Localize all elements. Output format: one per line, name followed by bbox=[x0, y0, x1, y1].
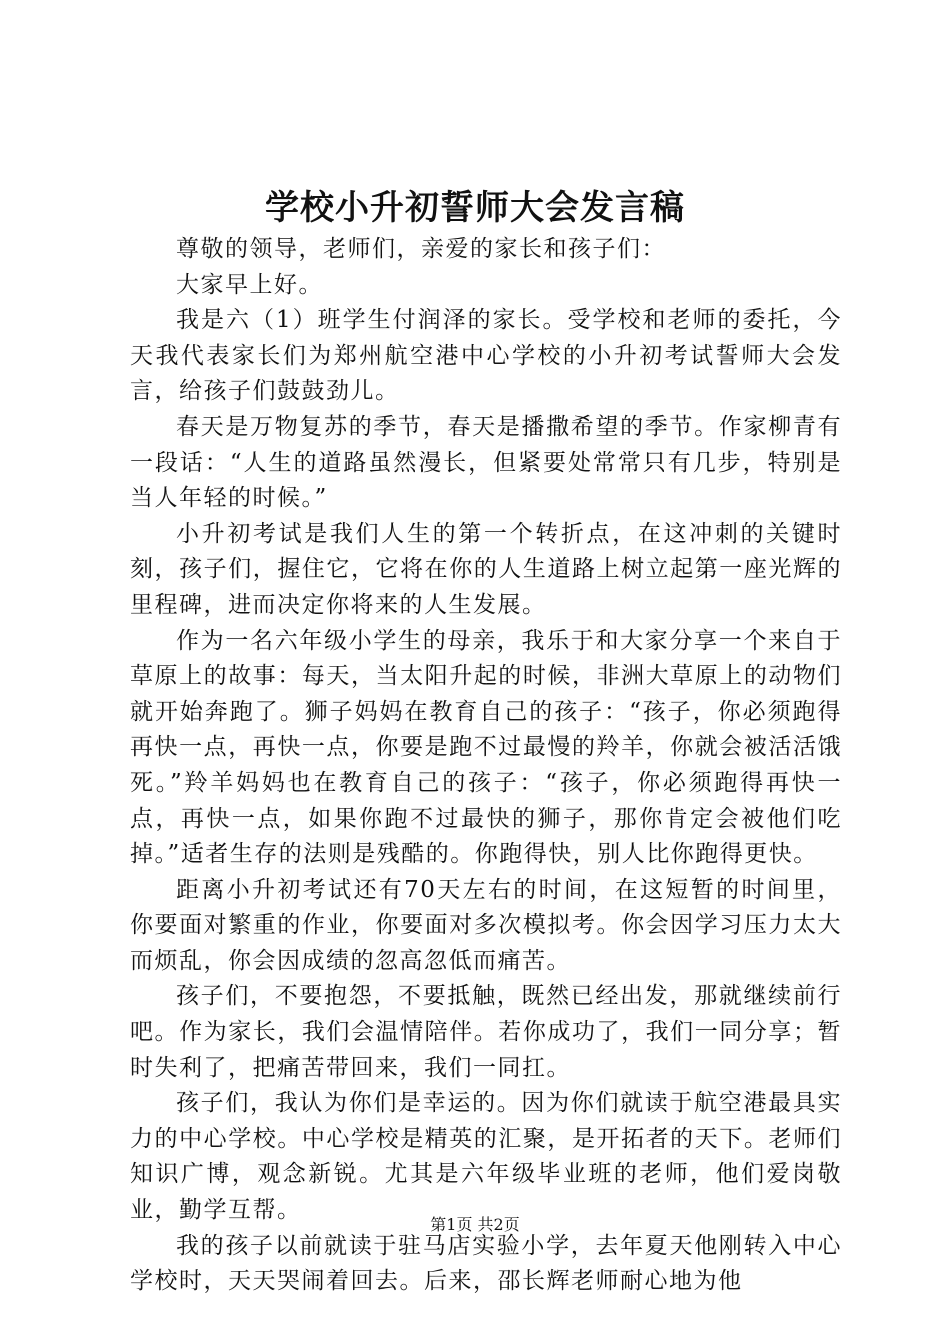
paragraph-greeting: 大家早上好。 bbox=[176, 271, 323, 298]
paragraph-spring-quote: 春天是万物复苏的季节，春天是播撒希望的季节。作家柳青有一段话：“人生的道路虽然漫长，但紧要处常常只有几步，特别是当人年轻的时候。” bbox=[130, 413, 842, 512]
page-footer: 第1页 共2页 bbox=[430, 1215, 520, 1234]
paragraph-introduction: 我是六（1）班学生付润泽的家长。受学校和老师的委托，今天我代表家长们为郑州航空港中心学校的小升初考试誓师大会发言，给孩子们鼓鼓劲儿。 bbox=[130, 307, 842, 405]
document-title: 学校小升初誓师大会发言稿 bbox=[265, 188, 685, 228]
paragraph-school-praise: 孩子们，我认为你们是幸运的。因为你们就读于航空港最具实力的中心学校。中心学校是精英的汇聚，是开拓者的天下。老师们知识广博，观念新锐。尤其是六年级毕业班的老师，他们爱岗敬业，勤学互帮。 bbox=[130, 1090, 842, 1224]
paragraph-grassland-story: 作为一名六年级小学生的母亲，我乐于和大家分享一个来自于草原上的故事：每天，当太阳升起的时候，非洲大草原上的动物们就开始奔跑了。狮子妈妈在教育自己的孩子：“孩子，你必须跑得再快一点，再快一点，你要是跑不过最慢的羚羊，你就会被活活饿死。”羚羊妈妈也在教育自己的孩子：“孩子，你必须跑得再快一点，再快一点，如果你跑不过最快的狮子，那你肯定会被他们吃掉。”适者生存的法则是残酷的。你跑得快，别人比你跑得更快。 bbox=[130, 627, 842, 868]
document-body bbox=[130, 232, 842, 1300]
paragraph-countdown: 距离小升初考试还有70天左右的时间，在这短暂的时间里，你要面对繁重的作业，你要面对多次模拟考。你会因学习压力太大而烦乱，你会因成绩的忽高忽低而痛苦。 bbox=[130, 876, 842, 974]
paragraph-personal-story: 我的孩子以前就读于驻马店实验小学，去年夏天他刚转入中心学校时，天天哭闹着回去。后来，邵长辉老师耐心地为他 bbox=[130, 1232, 842, 1295]
paragraph-turning-point: 小升初考试是我们人生的第一个转折点，在这冲刺的关键时刻，孩子们，握住它，它将在你的人生道路上树立起第一座光辉的里程碑，进而决定你将来的人生发展。 bbox=[130, 520, 842, 618]
paragraph-encouragement: 孩子们，不要抱怨，不要抵触，既然已经出发，那就继续前行吧。作为家长，我们会温情陪伴。若你成功了，我们一同分享；暂时失利了，把痛苦带回来，我们一同扛。 bbox=[130, 983, 842, 1081]
paragraph-salutation: 尊敬的领导，老师们，亲爱的家长和孩子们： bbox=[176, 236, 666, 262]
